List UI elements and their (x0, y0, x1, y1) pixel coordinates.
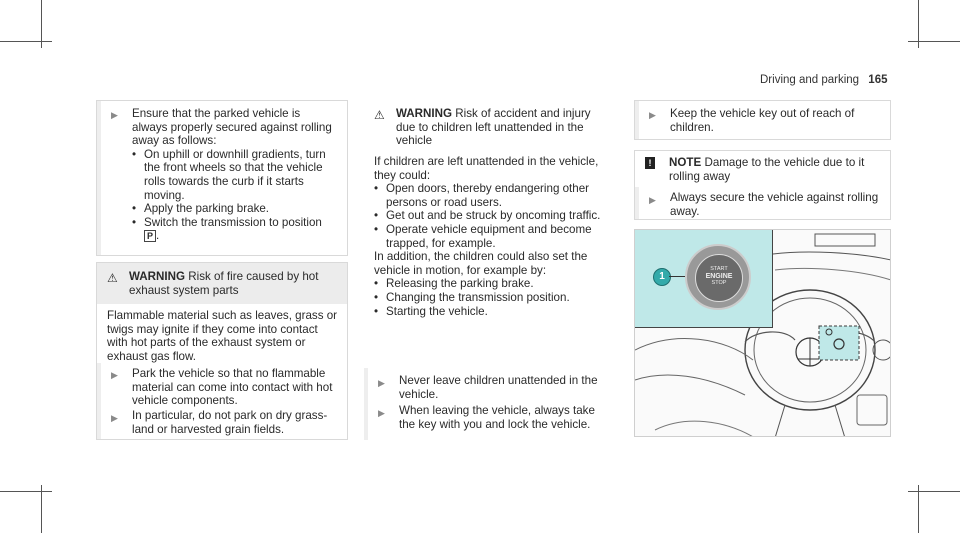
list-item: • Get out and be struck by oncoming traffic. (374, 209, 612, 223)
button-label: STOP (711, 280, 727, 286)
step-text: Keep the vehicle key out of reach of children. (670, 107, 855, 134)
warning-box (96, 262, 348, 440)
list-item: • Changing the transmission position. (374, 291, 612, 305)
crop-mark (908, 41, 960, 42)
warning-intro: If children are left unattended in the vehicle, they could: (374, 155, 599, 182)
warning-title: Risk of accident and injury due to children left unattended in the vehicle (396, 107, 591, 148)
list-item: • On uphill or downhill gradients, turn the front wheels so that the vehicle rolls towards the curb if it starts moving. (132, 148, 338, 202)
step-box (96, 100, 348, 256)
list-item: • Switch the transmission to position P . (132, 216, 338, 243)
warning-box (364, 100, 614, 440)
step-text: When leaving the vehicle, always take the key with you and lock the vehicle. (399, 404, 595, 431)
warning-triangle-icon: ⚠ (374, 108, 385, 122)
step-text: Never leave children unattended in the vehicle. (399, 374, 598, 401)
crop-mark (0, 491, 52, 492)
step-arrow-icon: ▶ (111, 110, 118, 120)
warning-intro: In addition, the children could also set the vehicle in motion, for example by: (374, 250, 588, 277)
list-item: • Releasing the parking brake. (374, 277, 612, 291)
button-label: START (710, 266, 728, 272)
crop-mark (918, 485, 919, 533)
note-icon: ! (645, 157, 655, 169)
crop-mark (41, 485, 42, 533)
park-position-icon: P (144, 230, 156, 242)
step-text: Always secure the vehicle against rolling away. (670, 191, 879, 218)
step-arrow-icon: ▶ (378, 378, 385, 388)
note-label: NOTE (669, 156, 702, 169)
crop-mark (908, 491, 960, 492)
list-item: • Operate vehicle equipment and become trapped, for example. (374, 223, 612, 250)
note-title: Damage to the vehicle due to it rolling away (669, 156, 865, 183)
step-text: Ensure that the parked vehicle is always properly secured against rolling away as follows: (132, 107, 332, 148)
step-box (634, 100, 891, 140)
crop-mark (0, 41, 52, 42)
start-stop-button-icon (685, 244, 751, 310)
section-title: Driving and parking (760, 74, 860, 86)
step-arrow-icon: ▶ (649, 110, 656, 120)
warning-label: WARNING (129, 270, 186, 283)
warning-label: WARNING (396, 107, 453, 120)
list-item: • Starting the vehicle. (374, 305, 612, 319)
callout-line (669, 276, 685, 277)
step-text: In particular, do not park on dry grass-land or harvested grain fields. (132, 409, 328, 436)
step-arrow-icon: ▶ (111, 370, 118, 380)
step-text: Park the vehicle so that no flammable material can come into contact with hot vehicle components. (132, 367, 333, 408)
warning-triangle-icon: ⚠ (107, 271, 118, 285)
start-button-highlight (635, 230, 773, 328)
list-item: • Apply the parking brake. (132, 202, 338, 216)
button-label: ENGINE (705, 273, 733, 280)
warning-body: Flammable material such as leaves, grass or twigs may ignite if they come into contact with hot parts of the exhaust system or exhaust gas flow. (107, 309, 338, 363)
step-arrow-icon: ▶ (111, 413, 118, 423)
page-header (760, 74, 960, 86)
list-item: • Open doors, thereby endangering other persons or road users. (374, 182, 612, 209)
cockpit-illustration (634, 229, 891, 437)
step-arrow-icon: ▶ (378, 408, 385, 418)
warning-title: Risk of fire caused by hot exhaust system parts (129, 270, 319, 297)
note-box (634, 150, 891, 220)
page-number: 165 (868, 74, 888, 86)
callout-badge: 1 (653, 268, 671, 286)
step-arrow-icon: ▶ (649, 195, 656, 205)
